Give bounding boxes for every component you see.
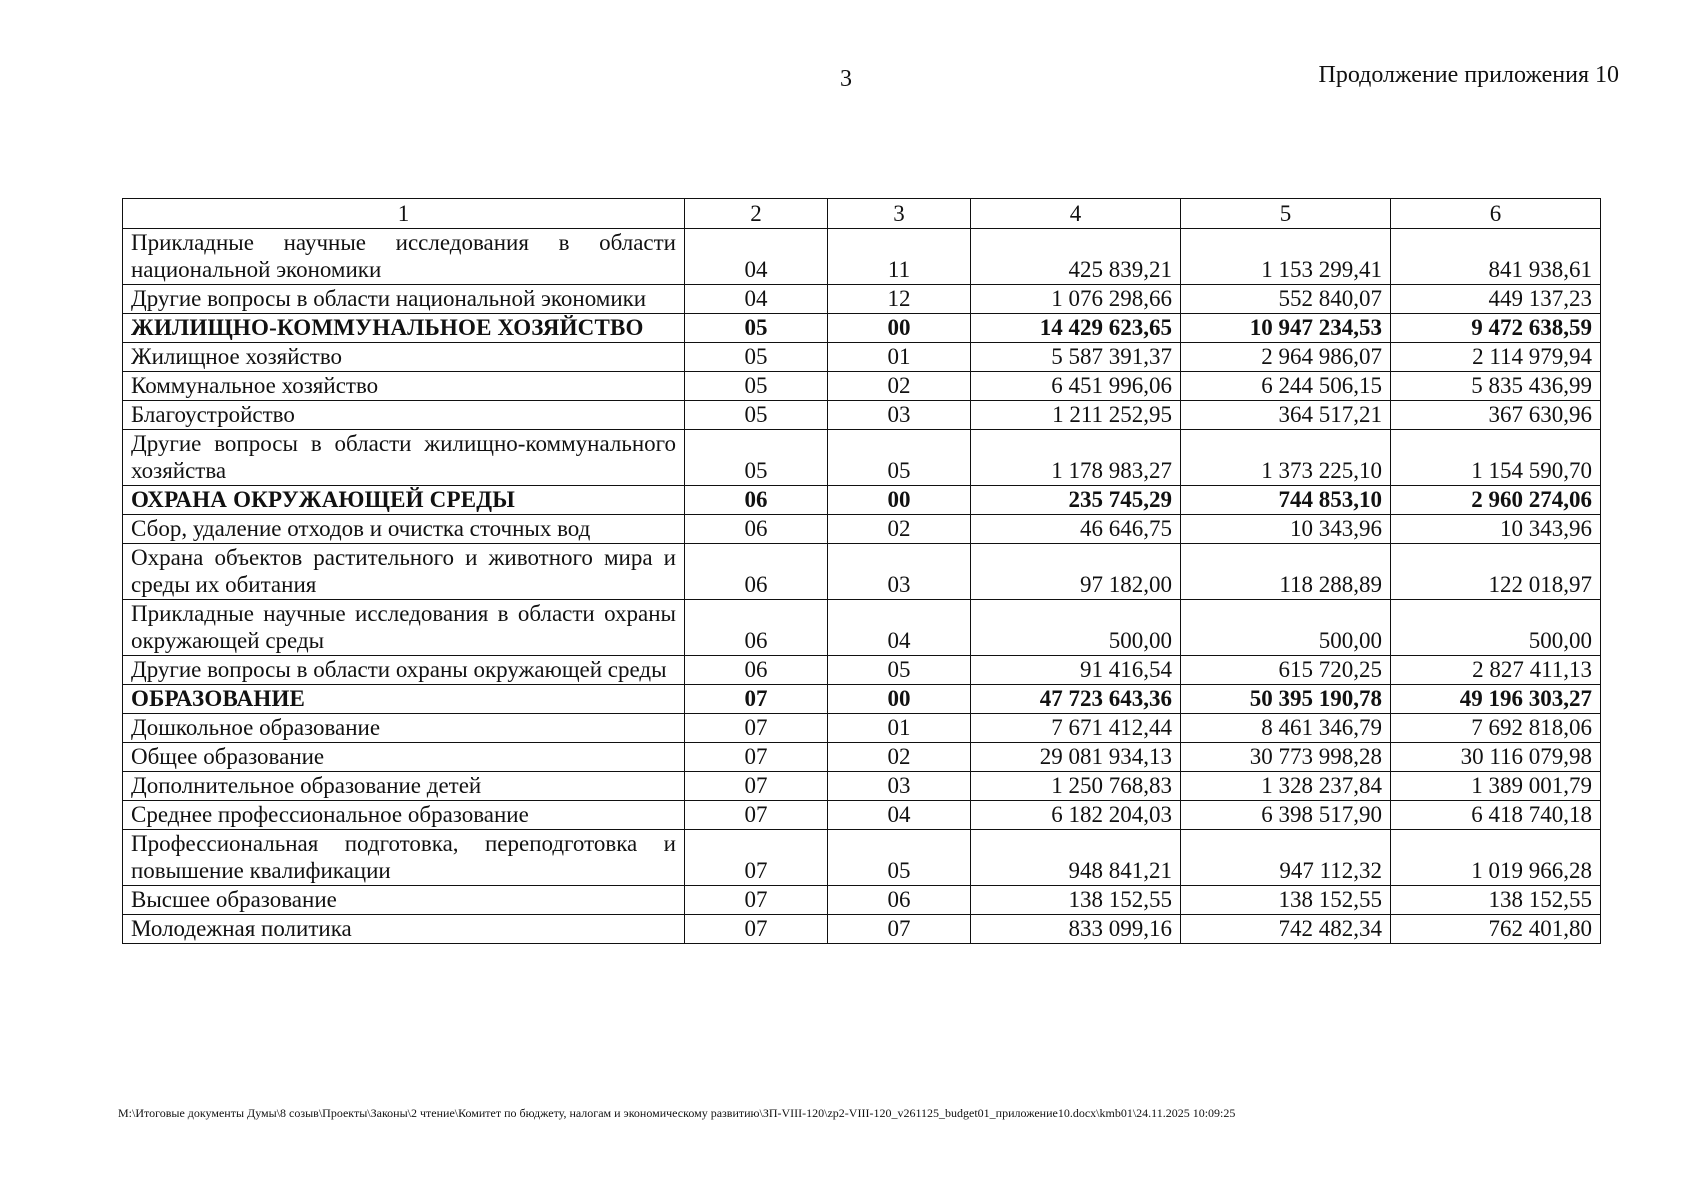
row-subsection-code: 00 xyxy=(828,486,971,515)
row-section-code: 06 xyxy=(685,486,828,515)
row-section-code: 06 xyxy=(685,656,828,685)
row-subsection-code: 05 xyxy=(828,830,971,886)
row-name: Прикладные научные исследования в области охраны окружающей среды xyxy=(123,600,685,656)
table-row xyxy=(123,285,1601,314)
row-value-col4: 47 723 643,36 xyxy=(971,685,1181,714)
column-header: 5 xyxy=(1181,199,1391,229)
row-subsection-code: 06 xyxy=(828,886,971,915)
row-section-code: 07 xyxy=(685,743,828,772)
row-value-col6: 2 827 411,13 xyxy=(1391,656,1601,685)
row-subsection-code: 03 xyxy=(828,544,971,600)
row-subsection-code: 12 xyxy=(828,285,971,314)
row-section-code: 06 xyxy=(685,515,828,544)
table-row xyxy=(123,685,1601,714)
row-subsection-code: 03 xyxy=(828,401,971,430)
row-subsection-code: 11 xyxy=(828,229,971,285)
row-section-code: 05 xyxy=(685,314,828,343)
row-value-col6: 30 116 079,98 xyxy=(1391,743,1601,772)
row-section-code: 06 xyxy=(685,544,828,600)
row-value-col5: 10 947 234,53 xyxy=(1181,314,1391,343)
row-subsection-code: 00 xyxy=(828,685,971,714)
row-value-col5: 10 343,96 xyxy=(1181,515,1391,544)
row-subsection-code: 01 xyxy=(828,343,971,372)
row-value-col5: 500,00 xyxy=(1181,600,1391,656)
row-value-col5: 552 840,07 xyxy=(1181,285,1391,314)
row-name: ОБРАЗОВАНИЕ xyxy=(123,685,685,714)
row-value-col6: 1 019 966,28 xyxy=(1391,830,1601,886)
row-value-col5: 118 288,89 xyxy=(1181,544,1391,600)
row-value-col4: 833 099,16 xyxy=(971,915,1181,944)
row-value-col6: 5 835 436,99 xyxy=(1391,372,1601,401)
row-value-col4: 29 081 934,13 xyxy=(971,743,1181,772)
row-value-col5: 30 773 998,28 xyxy=(1181,743,1391,772)
row-value-col4: 97 182,00 xyxy=(971,544,1181,600)
row-section-code: 05 xyxy=(685,343,828,372)
row-section-code: 07 xyxy=(685,685,828,714)
column-header: 3 xyxy=(828,199,971,229)
table-row xyxy=(123,401,1601,430)
row-value-col4: 425 839,21 xyxy=(971,229,1181,285)
row-name: Другие вопросы в области охраны окружающей среды xyxy=(123,656,685,685)
table-row xyxy=(123,830,1601,886)
table-row xyxy=(123,343,1601,372)
row-name: Жилищное хозяйство xyxy=(123,343,685,372)
row-name: Коммунальное хозяйство xyxy=(123,372,685,401)
row-section-code: 05 xyxy=(685,401,828,430)
row-value-col4: 6 182 204,03 xyxy=(971,801,1181,830)
row-value-col6: 2 114 979,94 xyxy=(1391,343,1601,372)
appendix-label: Продолжение приложения 10 xyxy=(1318,62,1619,88)
row-name: Среднее профессиональное образование xyxy=(123,801,685,830)
row-value-col4: 14 429 623,65 xyxy=(971,314,1181,343)
budget-table xyxy=(122,198,1601,944)
row-value-col6: 1 389 001,79 xyxy=(1391,772,1601,801)
table-row xyxy=(123,656,1601,685)
row-value-col4: 235 745,29 xyxy=(971,486,1181,515)
row-value-col5: 8 461 346,79 xyxy=(1181,714,1391,743)
row-section-code: 04 xyxy=(685,229,828,285)
row-subsection-code: 05 xyxy=(828,430,971,486)
table-row xyxy=(123,486,1601,515)
row-section-code: 05 xyxy=(685,430,828,486)
row-value-col6: 367 630,96 xyxy=(1391,401,1601,430)
row-section-code: 06 xyxy=(685,600,828,656)
row-value-col6: 7 692 818,06 xyxy=(1391,714,1601,743)
row-subsection-code: 04 xyxy=(828,600,971,656)
row-value-col5: 138 152,55 xyxy=(1181,886,1391,915)
row-value-col4: 500,00 xyxy=(971,600,1181,656)
row-value-col6: 138 152,55 xyxy=(1391,886,1601,915)
row-value-col5: 6 398 517,90 xyxy=(1181,801,1391,830)
row-value-col5: 50 395 190,78 xyxy=(1181,685,1391,714)
column-header: 6 xyxy=(1391,199,1601,229)
row-value-col4: 1 250 768,83 xyxy=(971,772,1181,801)
row-value-col5: 1 328 237,84 xyxy=(1181,772,1391,801)
row-subsection-code: 02 xyxy=(828,515,971,544)
row-name: Высшее образование xyxy=(123,886,685,915)
row-name: Сбор, удаление отходов и очистка сточных вод xyxy=(123,515,685,544)
footer-file-path: M:\Итоговые документы Думы\8 созыв\Проекты\Законы\2 чтение\Комитет по бюджету, налогам и экономическому развитию\ЗП-VIII-120\zp2-VIII-120_v261125_budget01_приложение10.docx\kmb01\24.11.2025 10:09:25 xyxy=(118,1106,1236,1120)
row-name: Охрана объектов растительного и животного мира и среды их обитания xyxy=(123,544,685,600)
column-header: 1 xyxy=(123,199,685,229)
table-row xyxy=(123,515,1601,544)
row-value-col5: 947 112,32 xyxy=(1181,830,1391,886)
row-value-col4: 46 646,75 xyxy=(971,515,1181,544)
table-header-row xyxy=(123,199,1601,229)
row-name: ОХРАНА ОКРУЖАЮЩЕЙ СРЕДЫ xyxy=(123,486,685,515)
row-value-col6: 9 472 638,59 xyxy=(1391,314,1601,343)
row-subsection-code: 07 xyxy=(828,915,971,944)
table-row xyxy=(123,915,1601,944)
row-value-col6: 122 018,97 xyxy=(1391,544,1601,600)
table-row xyxy=(123,714,1601,743)
row-value-col6: 2 960 274,06 xyxy=(1391,486,1601,515)
table-row xyxy=(123,801,1601,830)
page-number: 3 xyxy=(840,66,852,92)
row-name: Профессиональная подготовка, переподготовка и повышение квалификации xyxy=(123,830,685,886)
row-section-code: 07 xyxy=(685,830,828,886)
row-value-col6: 449 137,23 xyxy=(1391,285,1601,314)
table-row xyxy=(123,772,1601,801)
table-row xyxy=(123,229,1601,285)
row-value-col5: 615 720,25 xyxy=(1181,656,1391,685)
table-row xyxy=(123,544,1601,600)
row-value-col4: 6 451 996,06 xyxy=(971,372,1181,401)
row-value-col4: 138 152,55 xyxy=(971,886,1181,915)
table-body xyxy=(123,229,1601,944)
row-value-col5: 6 244 506,15 xyxy=(1181,372,1391,401)
row-value-col4: 91 416,54 xyxy=(971,656,1181,685)
row-section-code: 07 xyxy=(685,801,828,830)
row-subsection-code: 00 xyxy=(828,314,971,343)
row-section-code: 07 xyxy=(685,915,828,944)
row-value-col6: 841 938,61 xyxy=(1391,229,1601,285)
row-name: Дошкольное образование xyxy=(123,714,685,743)
row-section-code: 07 xyxy=(685,714,828,743)
row-name: Общее образование xyxy=(123,743,685,772)
row-value-col4: 1 076 298,66 xyxy=(971,285,1181,314)
table-row xyxy=(123,430,1601,486)
row-subsection-code: 01 xyxy=(828,714,971,743)
table-row xyxy=(123,886,1601,915)
row-name: Другие вопросы в области национальной экономики xyxy=(123,285,685,314)
row-subsection-code: 04 xyxy=(828,801,971,830)
row-value-col5: 1 153 299,41 xyxy=(1181,229,1391,285)
row-name: ЖИЛИЩНО-КОММУНАЛЬНОЕ ХОЗЯЙСТВО xyxy=(123,314,685,343)
row-value-col6: 500,00 xyxy=(1391,600,1601,656)
row-value-col6: 6 418 740,18 xyxy=(1391,801,1601,830)
row-value-col4: 7 671 412,44 xyxy=(971,714,1181,743)
row-name: Благоустройство xyxy=(123,401,685,430)
row-value-col6: 762 401,80 xyxy=(1391,915,1601,944)
row-section-code: 07 xyxy=(685,886,828,915)
row-name: Другие вопросы в области жилищно-коммунального хозяйства xyxy=(123,430,685,486)
row-subsection-code: 02 xyxy=(828,743,971,772)
row-subsection-code: 03 xyxy=(828,772,971,801)
table-row xyxy=(123,372,1601,401)
row-value-col5: 2 964 986,07 xyxy=(1181,343,1391,372)
row-value-col4: 948 841,21 xyxy=(971,830,1181,886)
row-value-col6: 49 196 303,27 xyxy=(1391,685,1601,714)
row-value-col5: 744 853,10 xyxy=(1181,486,1391,515)
row-value-col5: 364 517,21 xyxy=(1181,401,1391,430)
row-value-col5: 1 373 225,10 xyxy=(1181,430,1391,486)
table-row xyxy=(123,600,1601,656)
row-value-col6: 10 343,96 xyxy=(1391,515,1601,544)
row-value-col4: 1 211 252,95 xyxy=(971,401,1181,430)
row-section-code: 05 xyxy=(685,372,828,401)
row-value-col5: 742 482,34 xyxy=(1181,915,1391,944)
table-row xyxy=(123,743,1601,772)
row-value-col4: 1 178 983,27 xyxy=(971,430,1181,486)
row-value-col6: 1 154 590,70 xyxy=(1391,430,1601,486)
row-subsection-code: 05 xyxy=(828,656,971,685)
row-name: Молодежная политика xyxy=(123,915,685,944)
row-name: Дополнительное образование детей xyxy=(123,772,685,801)
row-section-code: 04 xyxy=(685,285,828,314)
column-header: 2 xyxy=(685,199,828,229)
row-value-col4: 5 587 391,37 xyxy=(971,343,1181,372)
row-subsection-code: 02 xyxy=(828,372,971,401)
table-row xyxy=(123,314,1601,343)
column-header: 4 xyxy=(971,199,1181,229)
row-section-code: 07 xyxy=(685,772,828,801)
row-name: Прикладные научные исследования в области национальной экономики xyxy=(123,229,685,285)
